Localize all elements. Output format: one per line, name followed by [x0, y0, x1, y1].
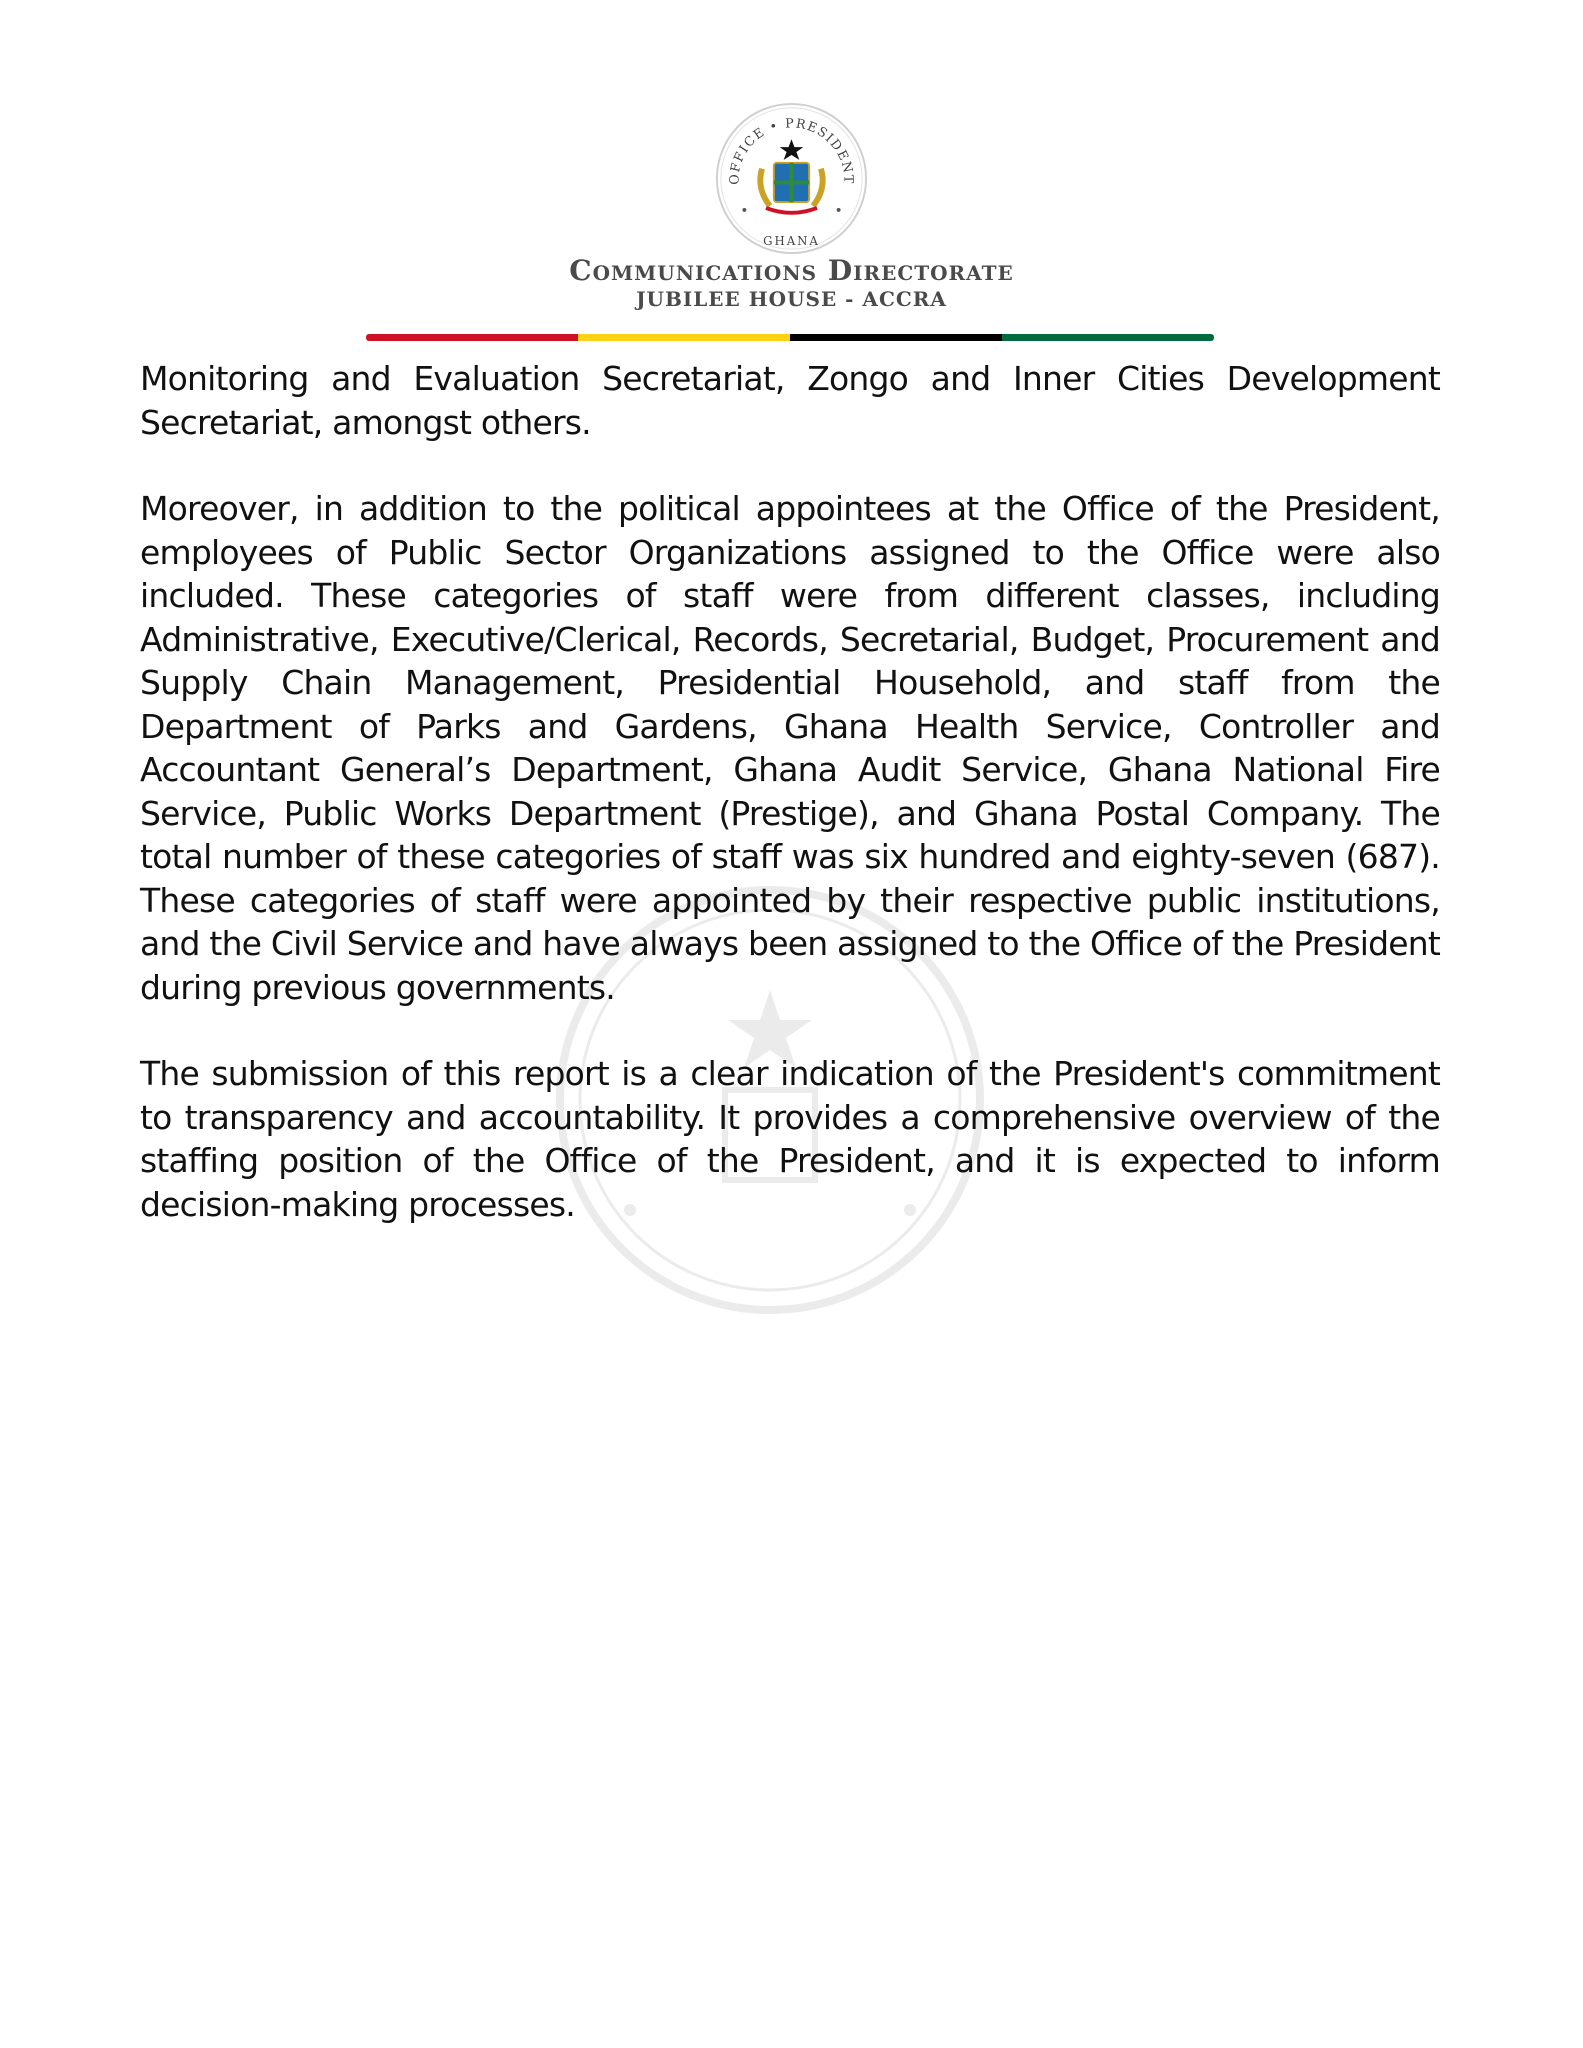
ghana-flag-color-bar [366, 334, 1214, 341]
office-of-the-president-seal [713, 100, 870, 257]
document-body [140, 357, 1440, 1269]
svg-text:OFFICE • PRESIDENT: OFFICE • PRESIDENT [727, 116, 856, 185]
flag-red-segment [366, 334, 578, 341]
flag-black-segment [790, 334, 1002, 341]
body-paragraph-1: Monitoring and Evaluation Secretariat, Zongo and Inner Cities Development Secretariat, amongst others. [140, 359, 1440, 442]
letterhead-title: Communications Directorate [569, 254, 1014, 287]
body-paragraph-2: Moreover, in addition to the political appointees at the Office of the President, employees of Public Sector Organizations assigned to the Office were also included. These categories of staff were from different classes, including Administrative, Executive/Clerical, Records, Secretarial, Budget, Procurement and Supply Chain Management, Presidential Household, and staff from the Department of Parks and Gardens, Ghana Health Service, Controller and Accountant General’s Department, Ghana Audit Service, Ghana National Fire Service, Public Works Department (Prestige), and Ghana Postal Company. The total number of these categories of staff was six hundred and eighty-seven (687). These categories of staff were appointed by their respective public institutions, and the Civil Service and have always been assigned to the Office of the President during previous governments. [140, 489, 1440, 1007]
letterhead-subtitle: JUBILEE HOUSE - ACCRA [636, 287, 947, 311]
flag-gold-segment [578, 334, 790, 341]
body-paragraph-3: The submission of this report is a clear indication of the President's commitment to transparency and accountability. It provides a comprehensive overview of the staffing position of the Office of the President, and it is expected to inform decision-making processes. [140, 1054, 1440, 1224]
svg-text:GHANA: GHANA [763, 234, 820, 249]
flag-green-segment [1002, 334, 1214, 341]
